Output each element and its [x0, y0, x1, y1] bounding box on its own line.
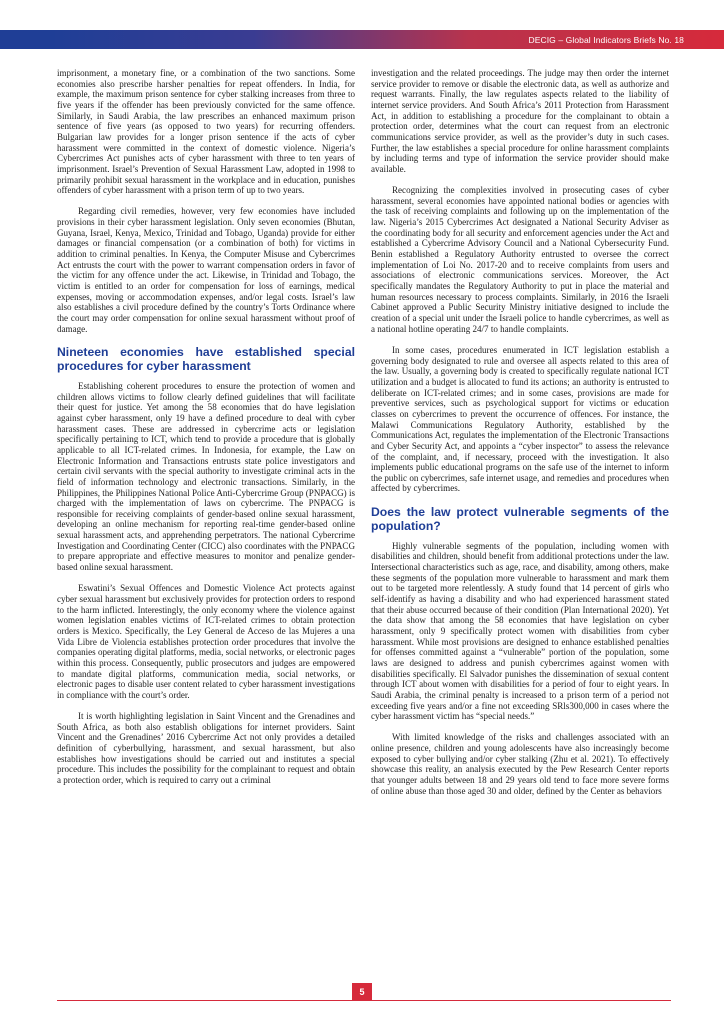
page-number-badge — [352, 983, 372, 1000]
paragraph: In some cases, procedures enumerated in ICT legislation establish a governing body designated to rule and oversee all aspects related to this area of the law. Usually, a governing body is created to specifically regulate national ICT utilization and a budget is allocated to fund its actions; an authority is entrusted to deliberate on ICT-related crimes; and in some cases, provisions are made for preventive services, such as psychological support for victims or education classes on cybercrimes to prevent the occurrence of offences. For instance, the Malawi Communications Regulatory Authority, established by the Communications Act, regulates the implementation of the Electronic Transactions and Cyber Security Act, and appoints a “cyber inspector” to assess the relevance of the complaint, and, if necessary, proceed with the investigation. It also implements public educational programs on the safe use of the internet to inform the public on cybercrimes, safe internet usage, and remedies and procedures when affected by cybercrimes. — [371, 344, 669, 494]
paragraph: imprisonment, a monetary fine, or a combination of the two sanctions. Some economies also prescribe harsher penalties for repeat offenders. In India, for example, the maximum prison sentence for cyber stalking increases from three to five years if the offender has been previously convicted for the same offence. Similarly, in Saudi Arabia, the law prescribes an enhanced maximum prison sentence of five years (as opposed to two years) for recurring offenders. Bulgarian law provides for a longer prison sentence if the acts of cyber harassment were committed in the context of domestic violence. Nigeria’s Cybercrimes Act punishes acts of cyber harassment with three to ten years of imprisonment. Israel’s Prevention of Sexual Harassment Law, adopted in 1998 to primarily prohibit sexual harassment in the workplace and in education, punishes offenders of cyber harassment with a prison term of up to two years. — [57, 68, 355, 196]
header-bar-blue-segment — [0, 30, 52, 49]
paragraph: With limited knowledge of the risks and challenges associated with an online presence, children and young adolescents have also increasingly become exposed to cyber bullying and/or cyber stalking (Zhu et al. 2021). To effectively showcase this reality, an analysis executed by the Pew Research Center reports that younger adults between 18 and 29 years old tend to face more severe forms of online abuse than those aged 30 and older, defined by the Center as behaviors — [371, 732, 669, 796]
left-column — [57, 68, 355, 796]
paragraph: Highly vulnerable segments of the population, including women with disabilities and children, should benefit from additional protections under the law. Intersectional characteristics such as age, race, and disability, among others, make these segments of the population more vulnerable to harassment and mark them out to be targeted more relentlessly. A study found that 14 percent of girls who self-identify as having a disability and who had experienced harassment stated that their abuse occurred because of their condition (Plan International 2020). Yet the data show that among the 58 economies that have legislation on cyber harassment, only 9 specifically protect women with disabilities from cyber harassment. While most provisions are designed to enhance established penalties for offenses committed against a “vulnerable” portion of the population, some laws are designed to address and punish cybercrimes against women with disabilities specifically. El Salvador punishes the dissemination of sexual content through ICT about women with disabilities for a period of four to eight years. In Saudi Arabia, the criminal penalty is increased to a prison term of a period not exceeding five years and/or a fine not exceeding SRls300,000 in cases where the cyber harassment victim has “special needs.” — [371, 540, 669, 722]
header-title: DECIG – Global Indicators Briefs No. 18 — [528, 34, 684, 45]
header-bar-gradient — [52, 30, 724, 49]
section-heading: Does the law protect vulnerable segments of the population? — [371, 504, 669, 533]
page-number: 5 — [359, 986, 365, 997]
right-column — [371, 68, 669, 807]
paragraph: Regarding civil remedies, however, very few economies have included provisions in their cyber harassment legislation. Only seven economies (Bhutan, Guyana, Israel, Kenya, Mexico, Trinidad and Tobago, Uganda) provide for either damages or financial compensation (or a combination of both) for victims in addition to criminal penalties. In Kenya, the Computer Misuse and Cybercrimes Act entrusts the court with the power to warrant compensation orders in favor of the victim for any offence under the act. Likewise, in Trinidad and Tobago, the victim is entitled to an order for compensation for loss of earnings, medical expenses, moving or accommodation expenses, and/or legal costs. Israel’s law also establishes a civil procedure defined by the country’s Torts Ordinance where the court may order compensation for online sexual harassment without proof of damage. — [57, 206, 355, 334]
section-heading: Nineteen economies have established special procedures for cyber harassment — [57, 344, 355, 373]
footer-rule — [57, 1000, 671, 1001]
paragraph: Eswatini’s Sexual Offences and Domestic Violence Act protects against cyber sexual harassment but exclusively provides for protection orders to respond to the harm inflicted. Interestingly, the only economy where the violence against women legislation enables victims of ICT-related crimes to obtain protection orders is Mexico. Specifically, the Ley General de Acceso de las Mujeres a una Vida Libre de Violencia establishes protection order procedures that involve the companies operating digital platforms, media, social networks, or electronic pages within this process. Consequently, public prosecutors and judges are empowered to mandate digital platforms, communication media, social networks, or electronic pages to disable user content related to cyber harassment investigations in compliance with the court’s order. — [57, 583, 355, 700]
paragraph: Recognizing the complexities involved in prosecuting cases of cyber harassment, several economies have appointed national bodies or agencies with the task of receiving complaints and following up on the implementation of the law. Nigeria’s 2015 Cybercrimes Act designated a National Security Adviser as the coordinating body for all security and enforcement agencies under the Act and established a Cybercrime Advisory Council and a National Cybersecurity Fund. Benin established a Regulatory Authority entrusted to oversee the correct implementation of Loi No. 2017-20 and to receive complaints from users and associations of electronic communications services. Moreover, the Act specifically mandates the Regulatory Authority to put in place the material and human resources necessary to process complaints. Similarly, in 2016 the Israeli Cabinet approved a Public Security Ministry initiative designed to include the creation of a special unit under the Israeli police to handle cybercrimes, as well as a national hotline operating 24/7 to handle complaints. — [371, 185, 669, 334]
paragraph: It is worth highlighting legislation in Saint Vincent and the Grenadines and South Africa, as both also establish obligations for internet providers. Saint Vincent and the Grenadines’ 2016 Cybercrime Act not only provides a detailed definition of cyberbullying, harassment, and sexual harassment, but also establishes how investigations should be carried out and institutes a special procedure. This includes the possibility for the complainant to request and obtain a protection order, which is required to carry out a criminal — [57, 711, 355, 786]
paragraph: Establishing coherent procedures to ensure the protection of women and children allows victims to follow clearly defined guidelines that will facilitate their quest for justice. Yet among the 58 economies that do have legislation against cyber harassment, only 19 have a defined procedure to deal with cyber harassment cases. These are addressed in cybercrime acts or legislation specifically pertaining to ICT, which tend to provide a procedure that is globally applicable to all ICT-related crimes. In Indonesia, for example, the Law on Electronic Information and Transactions entrusts state police investigators and certain civil servants with the special authority to investigate criminal acts in the field of information technology and electronic transactions. Similarly, in the Philippines, the Philippines National Police Anti-Cybercrime Group (PNPACG) is charged with the implementation of laws on cybercrime. The PNPACG is responsible for receiving complaints of gender-based online sexual harassment, developing an online mechanism for reporting real-time gender-based online sexual harassment acts, and apprehending perpetrators. The national Cybercrime Investigation and Coordinating Center (CICC) also coordinates with the PNPACG to prepare appropriate and effective measures to monitor and penalize gender-based online sexual harassment. — [57, 380, 355, 573]
paragraph: investigation and the related proceedings. The judge may then order the internet service provider to remove or disable the electronic data, as well as authorize and request warrants. Finally, the law regulates aspects related to the liability of internet service providers. And South Africa’s 2011 Protection from Harassment Act, in addition to establishing a procedure for the complainant to obtain a protection order, determines what the court can request from an electronic communications service provider, as well as the provider’s duty in such cases. Further, the law establishes a special procedure for online harassment complaints by including terms and type of information the service provider should make available. — [371, 68, 669, 174]
header-bar — [0, 30, 724, 49]
